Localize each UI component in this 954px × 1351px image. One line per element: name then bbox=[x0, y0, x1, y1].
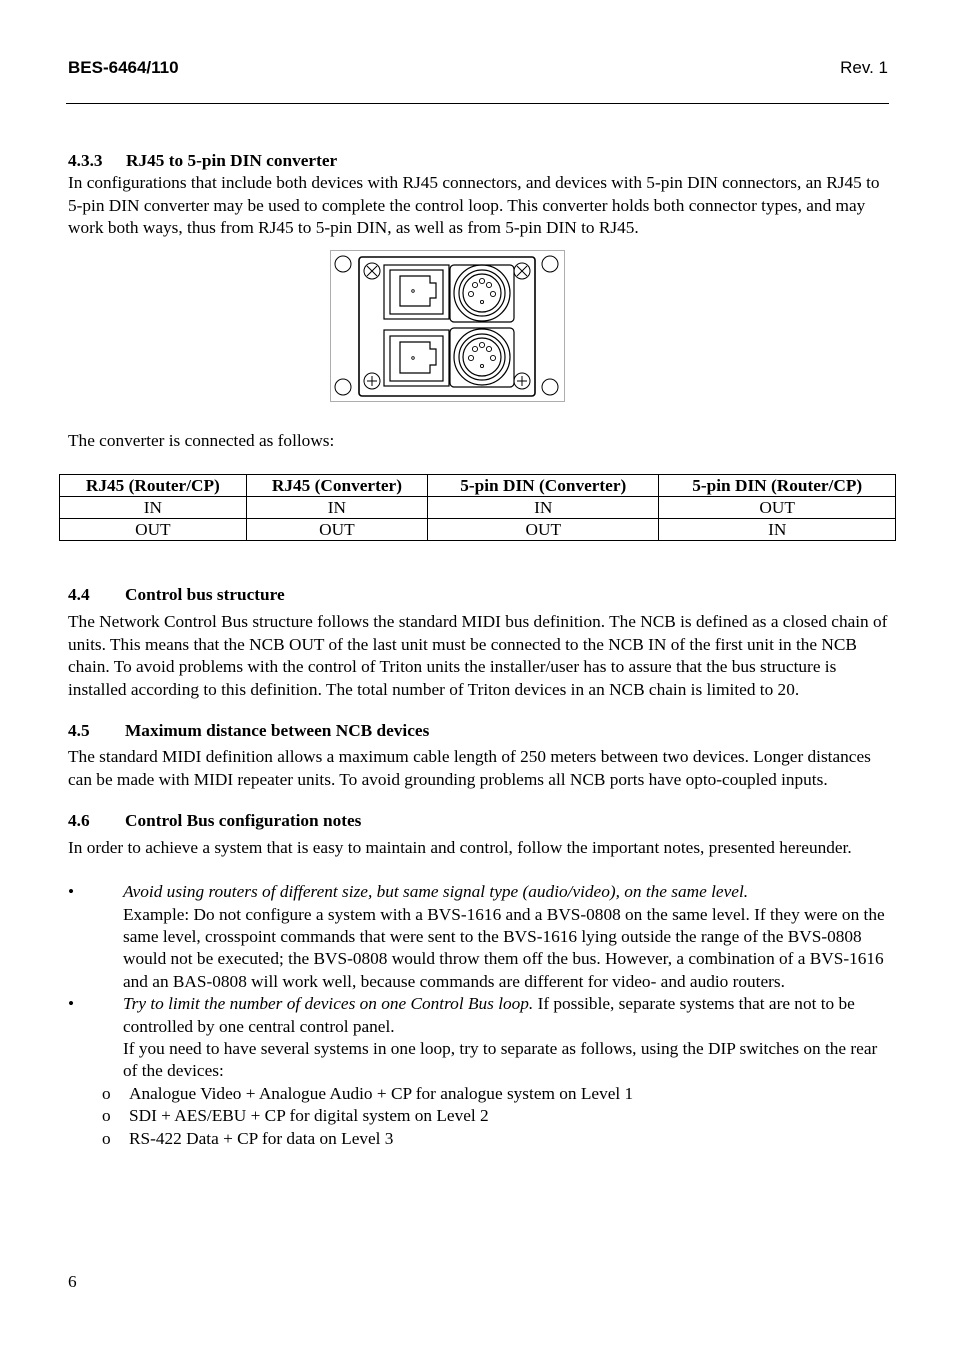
table-cell: OUT bbox=[428, 519, 659, 541]
list-item bbox=[68, 881, 890, 993]
table-header-cell: 5-pin DIN (Converter) bbox=[428, 475, 659, 497]
circle-bullet-icon: o bbox=[102, 1083, 111, 1103]
table-cell: OUT bbox=[60, 519, 247, 541]
configuration-notes-list bbox=[68, 881, 890, 1083]
section-heading-4-3-3: 4.3.3 RJ45 to 5-pin DIN converter bbox=[68, 151, 338, 170]
list-item: o RS-422 Data + CP for data on Level 3 bbox=[68, 1128, 890, 1150]
bullet-icon: • bbox=[68, 882, 75, 902]
table-row bbox=[60, 497, 896, 519]
section-body-4-4: The Network Control Bus structure follows the standard MIDI bus definition. The NCB is defined as a closed chain of units. This means that the NCB OUT of the last unit must be connected to the NCB IN of the first unit in the NCB chain. To avoid problems with the control of Triton units the installer/user has to assure that the bus structure is installed according to this definition. The total number of Triton devices in an NCB chain is limited to 20. bbox=[68, 612, 888, 699]
table-cell: IN bbox=[659, 519, 896, 541]
circle-bullet-icon: o bbox=[102, 1128, 111, 1148]
note-paragraph: If you need to have several systems in one loop, try to separate as follows, using the DIP switches on the rear of the devices: bbox=[123, 1038, 878, 1081]
list-item bbox=[68, 993, 890, 1083]
bullet-icon: • bbox=[68, 994, 75, 1014]
table-header-cell: RJ45 (Converter) bbox=[246, 475, 427, 497]
note-text: If possible, separate systems that are not to be controlled by one central control panel. bbox=[123, 994, 855, 1036]
note-text: Example: Do not configure a system with a BVS-1616 and a BVS-0808 on the same level. If they were on the same level, crosspoint commands that were sent to the BVS-1616 lying outside the range of the BVS-0808 would not be executed; the BVS-0808 would throw them off the bus. However, a combination of a BVS-1616 and an BAS-0808 will work well, because commands are different for video- and audio routers. bbox=[123, 904, 885, 991]
page-content bbox=[68, 150, 890, 1150]
connection-table bbox=[59, 474, 896, 541]
section-heading-4-5: 4.5 Maximum distance between NCB devices bbox=[68, 721, 430, 741]
connection-table-wrap bbox=[59, 474, 890, 541]
header-rule bbox=[66, 103, 889, 104]
table-cell: IN bbox=[60, 497, 247, 519]
section-heading-4-6: 4.6 Control Bus configuration notes bbox=[68, 811, 362, 831]
table-header-cell: 5-pin DIN (Router/CP) bbox=[659, 475, 896, 497]
table-cell: IN bbox=[428, 497, 659, 519]
table-cell: OUT bbox=[659, 497, 896, 519]
converter-illustration bbox=[330, 250, 566, 403]
table-header-cell: RJ45 (Router/CP) bbox=[60, 475, 247, 497]
note-emphasis: Try to limit the number of devices on one Control Bus loop. bbox=[123, 994, 534, 1014]
list-item: o SDI + AES/EBU + CP for digital system on Level 2 bbox=[68, 1105, 890, 1127]
table-header-row bbox=[60, 475, 896, 497]
section-heading-4-4: 4.4 Control bus structure bbox=[68, 585, 285, 605]
page-number: 6 bbox=[68, 1272, 77, 1291]
section-body-4-6: In order to achieve a system that is easy to maintain and control, follow the important notes, presented hereunder. bbox=[68, 837, 852, 857]
section-body-4-3-3: In configurations that include both devices with RJ45 connectors, and devices with 5-pin DIN connectors, an RJ45 to 5-pin DIN converter may be used to complete the control loop. This converter holds both connector types, and may work both ways, thus from RJ45 to 5-pin DIN, as well as from 5-pin DIN to RJ45. bbox=[68, 173, 880, 238]
table-row bbox=[60, 519, 896, 541]
note-emphasis: Avoid using routers of different size, but same signal type (audio/video), on the same level. bbox=[123, 882, 749, 902]
section-body-4-5: The standard MIDI definition allows a maximum cable length of 250 meters between two devices. Longer distances can be made with MIDI repeater units. To avoid grounding problems all NCB ports have opto-coupled inputs. bbox=[68, 747, 871, 789]
list-item: o Analogue Video + Analogue Audio + CP for analogue system on Level 1 bbox=[68, 1083, 890, 1105]
converter-connection-intro: The converter is connected as follows: bbox=[68, 430, 335, 450]
rj45-din-converter-drawing bbox=[330, 250, 566, 403]
revision-label: Rev. 1 bbox=[840, 58, 888, 77]
level-separation-list bbox=[68, 1083, 890, 1150]
document-id: BES-6464/110 bbox=[68, 58, 179, 77]
table-cell: IN bbox=[246, 497, 427, 519]
circle-bullet-icon: o bbox=[102, 1106, 111, 1126]
table-cell: OUT bbox=[246, 519, 427, 541]
